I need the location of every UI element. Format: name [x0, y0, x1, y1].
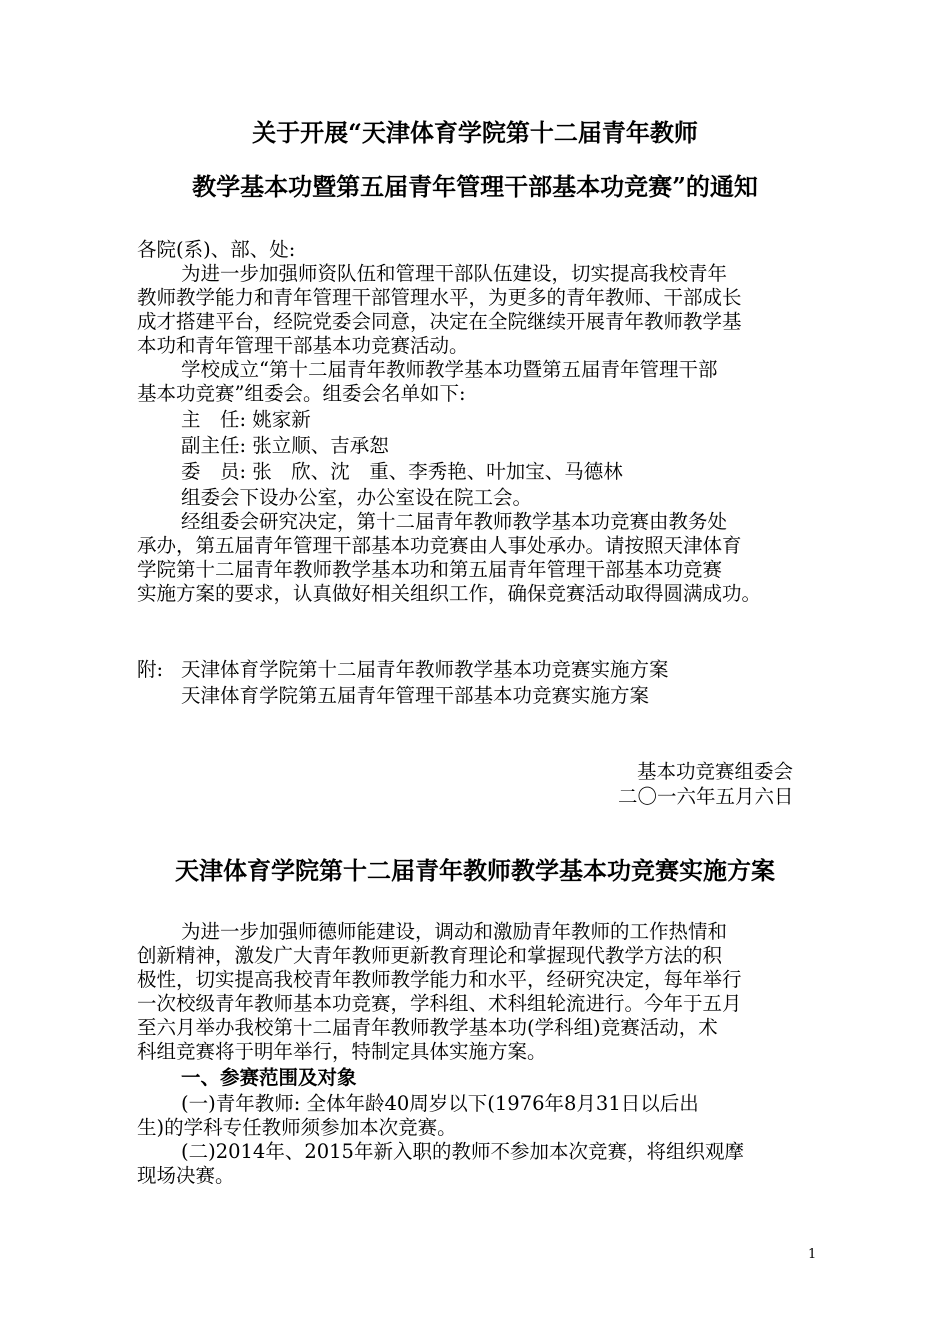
plan-paragraph-line: 一次校级青年教师基本功竞赛，学科组、术科组轮流进行。今年于五月 — [137, 992, 742, 1015]
committee-chair: 主 任: 姚家新 — [181, 408, 311, 431]
notice-paragraph-line: 组委会下设办公室，办公室设在院工会。 — [181, 486, 533, 509]
plan-paragraph-line: 创新精神，激发广大青年教师更新教育理论和掌握现代教学方法的积 — [137, 944, 723, 967]
notice-paragraph-line: 经组委会研究决定，第十二届青年教师教学基本功竞赛由教务处 — [181, 510, 728, 533]
notice-title-line-1: 关于开展“天津体育学院第十二届青年教师 — [252, 118, 698, 147]
plan-paragraph-line: 至六月举办我校第十二届青年教师教学基本功(学科组)竞赛活动，术 — [137, 1016, 718, 1039]
notice-paragraph-line: 为进一步加强师资队伍和管理干部队伍建设，切实提高我校青年 — [181, 262, 728, 285]
committee-vice-chair: 副主任: 张立顺、吉承恕 — [181, 434, 389, 457]
attachment-label: 附: — [137, 658, 164, 681]
notice-paragraph-line: 成才搭建平台，经院党委会同意，决定在全院继续开展青年教师教学基 — [137, 310, 742, 333]
plan-paragraph-line: 极性，切实提高我校青年教师教学能力和水平，经研究决定，每年举行 — [137, 968, 742, 991]
notice-paragraph-line: 承办，第五届青年管理干部基本功竞赛由人事处承办。请按照天津体育 — [137, 534, 742, 557]
section-heading: 一、参赛范围及对象 — [181, 1066, 357, 1089]
attachment-item: 天津体育学院第十二届青年教师教学基本功竞赛实施方案 — [181, 658, 669, 681]
salutation: 各院(系)、部、处: — [137, 238, 296, 261]
plan-title: 天津体育学院第十二届青年教师教学基本功竞赛实施方案 — [175, 856, 775, 885]
section-paragraph-line: 生)的学科专任教师须参加本次竞赛。 — [137, 1116, 457, 1139]
page-number: 1 — [808, 1247, 817, 1262]
notice-paragraph-line: 学校成立“第十二届青年教师教学基本功暨第五届青年管理干部 — [181, 358, 718, 381]
plan-paragraph-line: 科组竞赛将于明年举行，特制定具体实施方案。 — [137, 1040, 547, 1063]
notice-title-line-2: 教学基本功暨第五届青年管理干部基本功竞赛”的通知 — [192, 172, 758, 201]
section-paragraph-line: (二)2014年、2015年新入职的教师不参加本次竞赛，将组织观摩 — [181, 1140, 744, 1163]
attachment-item: 天津体育学院第五届青年管理干部基本功竞赛实施方案 — [181, 684, 650, 707]
signature-date: 二〇一六年五月六日 — [618, 785, 794, 808]
notice-paragraph-line: 教师教学能力和青年管理干部管理水平，为更多的青年教师、干部成长 — [137, 286, 742, 309]
notice-paragraph-line: 学院第十二届青年教师教学基本功和第五届青年管理干部基本功竞赛 — [137, 558, 723, 581]
section-paragraph-line: (一)青年教师: 全体年龄40周岁以下(1976年8月31日以后出 — [181, 1092, 699, 1115]
notice-paragraph-line: 基本功竞赛”组委会。组委会名单如下: — [137, 382, 466, 405]
signature: 基本功竞赛组委会 — [637, 760, 794, 783]
notice-paragraph-line: 本功和青年管理干部基本功竞赛活动。 — [137, 334, 469, 357]
plan-paragraph-line: 为进一步加强师德师能建设，调动和激励青年教师的工作热情和 — [181, 920, 728, 943]
section-paragraph-line: 现场决赛。 — [137, 1164, 235, 1187]
notice-paragraph-line: 实施方案的要求，认真做好相关组织工作，确保竞赛活动取得圆满成功。 — [137, 582, 762, 605]
committee-members: 委 员: 张 欣、沈 重、李秀艳、叶加宝、马德林 — [181, 460, 623, 483]
